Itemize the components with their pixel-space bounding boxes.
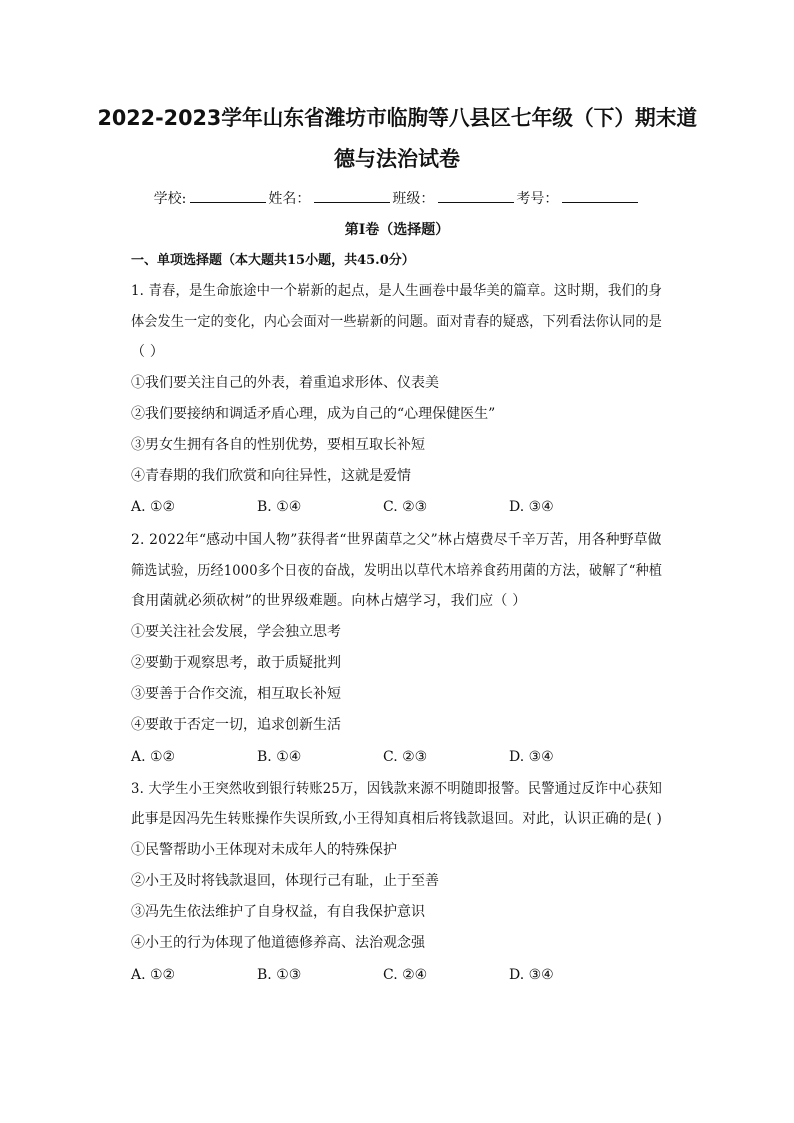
statement-3: ③冯先生依法维护了自身权益，有自我保护意识: [131, 904, 425, 920]
choice-c[interactable]: C. ②③: [383, 749, 428, 765]
question-stem-line: 1. 青春，是生命旅途中一个崭新的起点，是人生画卷中最华美的篇章。这时期，我们的身: [131, 283, 663, 299]
choice-a[interactable]: A. ①②: [131, 967, 176, 983]
class-blank[interactable]: [438, 201, 514, 203]
exam-number-label: 考号：: [516, 191, 559, 207]
school-label: 学校:: [153, 191, 187, 207]
question-stem-line: 食用菌就必须砍树”的世界级难题。向林占熺学习，我们应（ ）: [131, 593, 527, 609]
class-label: 班级：: [392, 191, 435, 207]
choice-d[interactable]: D. ③④: [509, 749, 554, 765]
question-stem-line: （ ）: [131, 344, 165, 360]
exam-title-line-1: 2022-2023学年山东省潍坊市临朐等八县区七年级（下）期末道: [97, 106, 697, 130]
answer-choices: [131, 499, 651, 515]
statement-4: ④青春期的我们欣赏和向往异性，这就是爱情: [131, 468, 411, 484]
statement-3: ③要善于合作交流，相互取长补短: [131, 686, 341, 702]
statement-1: ①我们要关注自己的外表，着重追求形体、仪表美: [131, 375, 439, 391]
choice-b[interactable]: B. ①③: [257, 967, 302, 983]
statement-2: ②我们要接纳和调适矛盾心理，成为自己的“心理保健医生”: [131, 406, 496, 422]
statement-2: ②要勤于观察思考，敢于质疑批判: [131, 655, 341, 671]
statement-1: ①要关注社会发展，学会独立思考: [131, 624, 341, 640]
exam-number-blank[interactable]: [562, 201, 638, 203]
statement-4: ④小王的行为体现了他道德修养高、法治观念强: [131, 935, 425, 951]
statement-3: ③男女生拥有各自的性别优势，要相互取长补短: [131, 437, 425, 453]
choice-a[interactable]: A. ①②: [131, 749, 176, 765]
question-stem-line: 此事是因冯先生转账操作失误所致,小王得知真相后将钱款退回。对此，认识正确的是( ): [131, 811, 663, 827]
name-blank[interactable]: [314, 201, 390, 203]
question-stem-line: 2. 2022年“感动中国人物”获得者“世界菌草之父”林占熺费尽千辛万苦，用各种野草做: [131, 532, 662, 548]
statement-2: ②小王及时将钱款退回，体现行己有耻，止于至善: [131, 873, 439, 889]
name-label: 姓名：: [268, 191, 311, 207]
statement-4: ④要敢于否定一切，追求创新生活: [131, 717, 341, 733]
exam-title-line-2: 德与法治试卷: [334, 147, 460, 171]
student-info-row: [0, 188, 794, 208]
choice-b[interactable]: B. ①④: [257, 749, 302, 765]
question-stem-line: 体会发生一定的变化，内心会面对一些崭新的问题。面对青春的疑惑，下列看法你认同的是: [131, 314, 662, 330]
answer-choices: [131, 967, 651, 983]
choice-a[interactable]: A. ①②: [131, 499, 176, 515]
choice-d[interactable]: D. ③④: [509, 499, 554, 515]
choice-c[interactable]: C. ②④: [383, 967, 428, 983]
choice-c[interactable]: C. ②③: [383, 499, 428, 515]
section-title: 第I卷（选择题）: [344, 222, 450, 238]
answer-choices: [131, 749, 651, 765]
school-blank[interactable]: [190, 201, 266, 203]
question-stem-line: 3. 大学生小王突然收到银行转账25万，因钱款来源不明随即报警。民警通过反诈中心获知: [131, 781, 663, 797]
part-heading: 一、单项选择题（本大题共15小题，共45.0分）: [131, 253, 415, 268]
choice-b[interactable]: B. ①④: [257, 499, 302, 515]
question-stem-line: 筛选试验，历经1000多个日夜的奋战，发明出以草代木培养食药用菌的方法，破解了“种植: [131, 563, 663, 579]
choice-d[interactable]: D. ③④: [509, 967, 554, 983]
statement-1: ①民警帮助小王体现对未成年人的特殊保护: [131, 842, 397, 858]
